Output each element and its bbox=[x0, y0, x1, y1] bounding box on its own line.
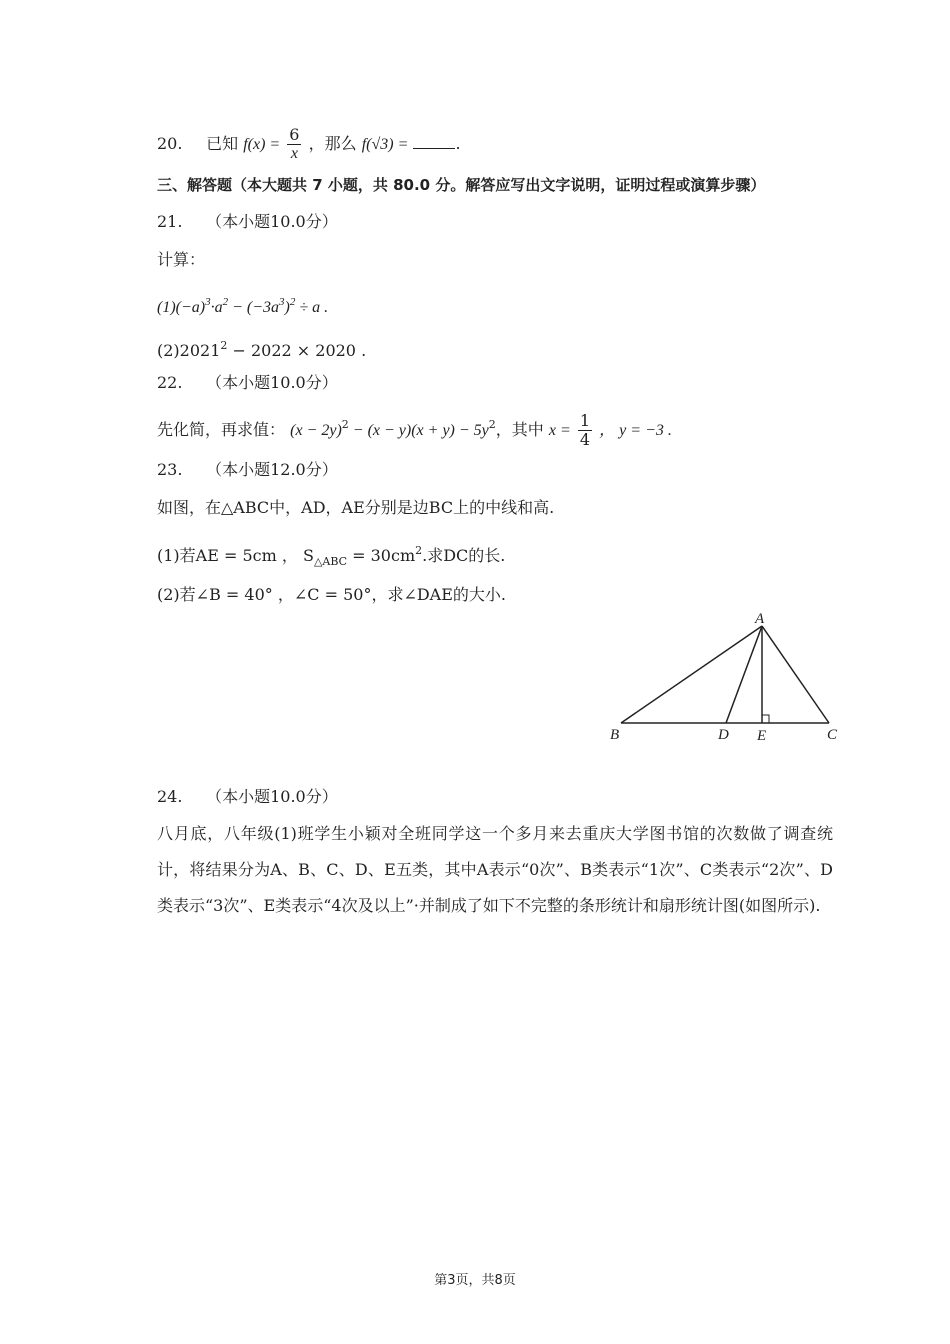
question-number: 22. bbox=[157, 373, 183, 392]
q23-part2: (2)若∠B = 40° ，∠C = 50°，求∠DAE的大小. bbox=[157, 585, 506, 604]
label-D: D bbox=[718, 727, 729, 743]
question-number: 20. bbox=[157, 134, 183, 153]
q22-fraction bbox=[578, 412, 592, 449]
q21-p2-b: − 2022 × 2020 . bbox=[227, 341, 367, 360]
exponent: 2 bbox=[341, 418, 349, 431]
side-AB bbox=[621, 626, 762, 723]
q22-frac-num: 1 bbox=[579, 411, 591, 430]
q22-frac-den: 4 bbox=[579, 430, 591, 449]
q22-expr-b: − (x − y)(x + y) − 5y bbox=[348, 422, 489, 439]
question-number: 24. bbox=[157, 787, 183, 806]
q22-text: 先化简，再求值： bbox=[157, 420, 286, 439]
exponent: 2 bbox=[289, 296, 296, 308]
label-E: E bbox=[757, 728, 767, 744]
exponent: 2 bbox=[220, 339, 228, 352]
q23-p1-b: = 30cm bbox=[347, 546, 416, 565]
q23-intro: 如图，在△ABC中，AD，AE分别是边BC上的中线和高. bbox=[157, 498, 555, 517]
label-A: A bbox=[755, 611, 765, 627]
exponent: 2 bbox=[415, 544, 423, 557]
q20-expr: f(√3) = bbox=[361, 136, 409, 153]
q20-pre: 已知 bbox=[206, 134, 239, 153]
q24-body: 八月底，八年级(1)班学生小颖对全班同学这一个多月来去重庆大学图书馆的次数做了调查统计，将结果分为A、B、C、D、E五类，其中A表示“0次”、B类表示“1次”、C类表示“2次”、D类表示“3次”、E类表示“4次及以上”·并制成了如下不完整的条形统计和扇形统计图(如图所示). bbox=[157, 824, 833, 915]
exponent: 2 bbox=[222, 296, 229, 308]
q20-mid: ，那么 bbox=[308, 134, 357, 153]
subscript: △ABC bbox=[313, 555, 348, 568]
q22-y-eq: ， y = −3 . bbox=[599, 422, 672, 439]
question-24-header bbox=[157, 786, 338, 808]
q23-part1 bbox=[157, 540, 505, 573]
q23-p1-c: .求DC的长. bbox=[422, 546, 506, 565]
q21-p1-b: ·a bbox=[210, 299, 223, 316]
q20-fraction bbox=[287, 126, 301, 163]
question-21-header bbox=[157, 211, 338, 233]
q20-func: f(x) = bbox=[243, 136, 281, 153]
exponent: 3 bbox=[205, 296, 211, 308]
answer-blank bbox=[413, 134, 455, 149]
question-number: 23. bbox=[157, 460, 183, 479]
question-23-header bbox=[157, 459, 338, 481]
question-points: （本小题12.0分） bbox=[206, 460, 338, 479]
question-number: 21. bbox=[157, 212, 183, 231]
q22-expr-a: (x − 2y) bbox=[290, 422, 342, 439]
page-footer: 第3页，共8页 bbox=[434, 1273, 516, 1288]
exponent: 2 bbox=[488, 418, 496, 431]
question-points: （本小题10.0分） bbox=[206, 373, 338, 392]
label-C: C bbox=[827, 727, 838, 743]
label-B: B bbox=[610, 727, 620, 743]
q21-p2-a: (2)2021 bbox=[157, 341, 221, 360]
q23-p1-a: (1)若AE = 5cm ， S bbox=[157, 546, 314, 565]
q22-x-eq: x = bbox=[548, 422, 571, 439]
q21-part2 bbox=[157, 335, 366, 362]
q20-frac-den: x bbox=[290, 145, 298, 162]
triangle-figure bbox=[600, 606, 850, 746]
q22-problem bbox=[157, 412, 672, 449]
q20-frac-num: 6 bbox=[289, 125, 300, 144]
question-20 bbox=[157, 126, 461, 163]
q21-p1-a: (1)(−a) bbox=[157, 299, 206, 316]
question-points: （本小题10.0分） bbox=[206, 787, 338, 806]
median-AD bbox=[726, 626, 762, 723]
exponent: 3 bbox=[279, 296, 285, 308]
side-AC bbox=[762, 626, 829, 723]
q22-where: ，其中 bbox=[495, 420, 544, 439]
section-heading: 三、解答题（本大题共 7 小题，共 80.0 分。解答应写出文字说明，证明过程或演算步骤） bbox=[157, 176, 766, 194]
q21-p1-d: ) bbox=[284, 299, 290, 316]
question-points: （本小题10.0分） bbox=[206, 212, 338, 231]
right-angle-mark bbox=[762, 715, 769, 723]
question-22-header bbox=[157, 372, 338, 394]
q20-end: . bbox=[455, 134, 461, 153]
q21-p1-e: ÷ a . bbox=[295, 299, 329, 316]
q21-p1-c: − (−3a bbox=[228, 299, 280, 316]
q21-intro: 计算： bbox=[157, 250, 206, 269]
q21-part1 bbox=[157, 291, 328, 319]
